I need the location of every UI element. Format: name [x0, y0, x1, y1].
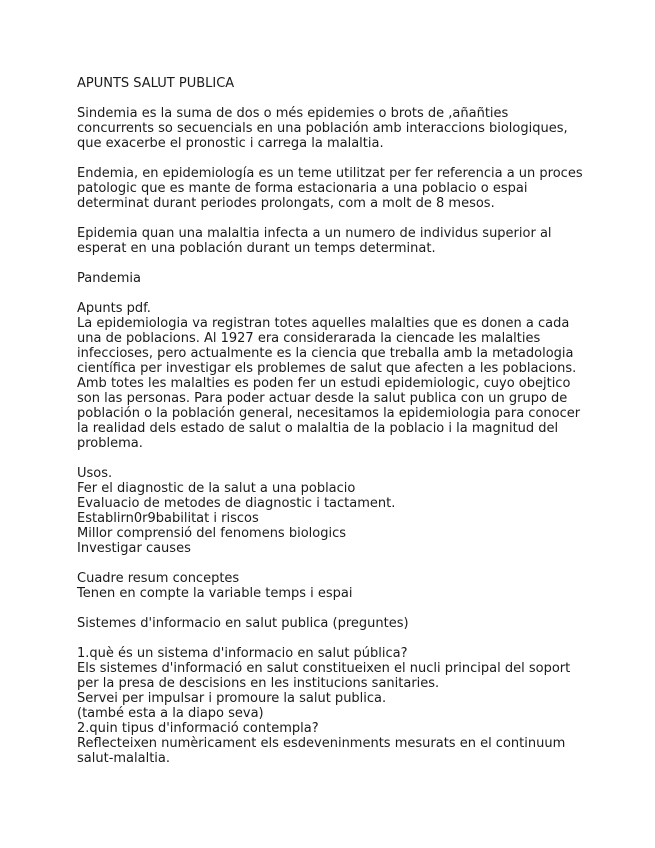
paragraph [77, 271, 637, 286]
text-line: Establirn0r9babilitat i riscos [77, 511, 259, 526]
text-line: Epidemia quan una malaltia infecta a un numero de individus superior al [77, 226, 552, 241]
text-line: per la presa de descisions en les institucions sanitaries. [77, 676, 440, 691]
text-line: Pandemia [77, 271, 141, 286]
text-line: 2.quin tipus d'informació contempla? [77, 721, 319, 736]
text-line: infeccioses, pero actualmente es la ciencia que treballa amb la metadologia [77, 346, 574, 361]
text-line: Amb totes les malalties es poden fer un estudi epidemiologic, cuyo obejtico [77, 376, 571, 391]
text-line: Endemia, en epidemiología es un teme utilitzat per fer referencia a un proces [77, 166, 583, 181]
document-title-block [77, 76, 637, 91]
text-line: Apunts pdf. [77, 301, 151, 316]
text-line: población o la población general, necesitamos la epidemiologia para conocer [77, 406, 581, 421]
paragraph [77, 166, 637, 211]
text-line: Investigar causes [77, 541, 191, 556]
text-line: Millor comprensió del fenomens biologics [77, 526, 347, 541]
text-line: que exacerbe el pronostic i carrega la malaltia. [77, 136, 384, 151]
text-line: Reflecteixen numèricament els esdeveninments mesurats en el continuum [77, 736, 566, 751]
paragraph [77, 571, 637, 601]
text-line: Sistemes d'informacio en salut publica (preguntes) [77, 616, 409, 631]
text-line: concurrents so secuencials en una población amb interaccions biologiques, [77, 121, 568, 136]
text-line: Evaluacio de metodes de diagnostic i tactament. [77, 496, 396, 511]
text-line: determinat durant periodes prolongats, com a molt de 8 mesos. [77, 196, 495, 211]
text-line: la realidad dels estado de salut o malaltia de la poblacio i la magnitud del [77, 421, 559, 436]
text-line: son las personas. Para poder actuar desde la salut publica con un grupo de [77, 391, 568, 406]
text-line: Usos. [77, 466, 113, 481]
text-line: esperat en una población durant un temps determinat. [77, 241, 436, 256]
text-line: Els sistemes d'informació en salut constitueixen el nucli principal del soport [77, 661, 571, 676]
paragraph [77, 106, 637, 151]
paragraph [77, 646, 637, 766]
text-line: salut-malaltia. [77, 751, 171, 766]
text-line: una de poblacions. Al 1927 era considerarada la ciencade les malalties [77, 331, 541, 346]
paragraph [77, 226, 637, 256]
text-line: Cuadre resum conceptes [77, 571, 240, 586]
paragraph [77, 616, 637, 631]
document-body [77, 106, 637, 766]
text-line: (també esta a la diapo seva) [77, 706, 264, 721]
document-title: APUNTS SALUT PUBLICA [77, 76, 235, 91]
document-page [77, 76, 637, 766]
paragraph [77, 301, 637, 451]
text-line: científica per investigar els problemes de salut que afecten a les poblacions. [77, 361, 577, 376]
text-line: Servei per impulsar i promoure la salut publica. [77, 691, 387, 706]
text-line: Sindemia es la suma de dos o més epidemies o brots de ,añañties [77, 106, 509, 121]
text-line: 1.què és un sistema d'informacio en salut pública? [77, 646, 408, 661]
text-line: La epidemiologia va registran totes aquelles malalties que es donen a cada [77, 316, 570, 331]
text-line: problema. [77, 436, 143, 451]
text-line: Fer el diagnostic de la salut a una poblacio [77, 481, 356, 496]
text-line: Tenen en compte la variable temps i espai [77, 586, 353, 601]
text-line: patologic que es mante de forma estacionaria a una poblacio o espai [77, 181, 528, 196]
paragraph [77, 466, 637, 556]
